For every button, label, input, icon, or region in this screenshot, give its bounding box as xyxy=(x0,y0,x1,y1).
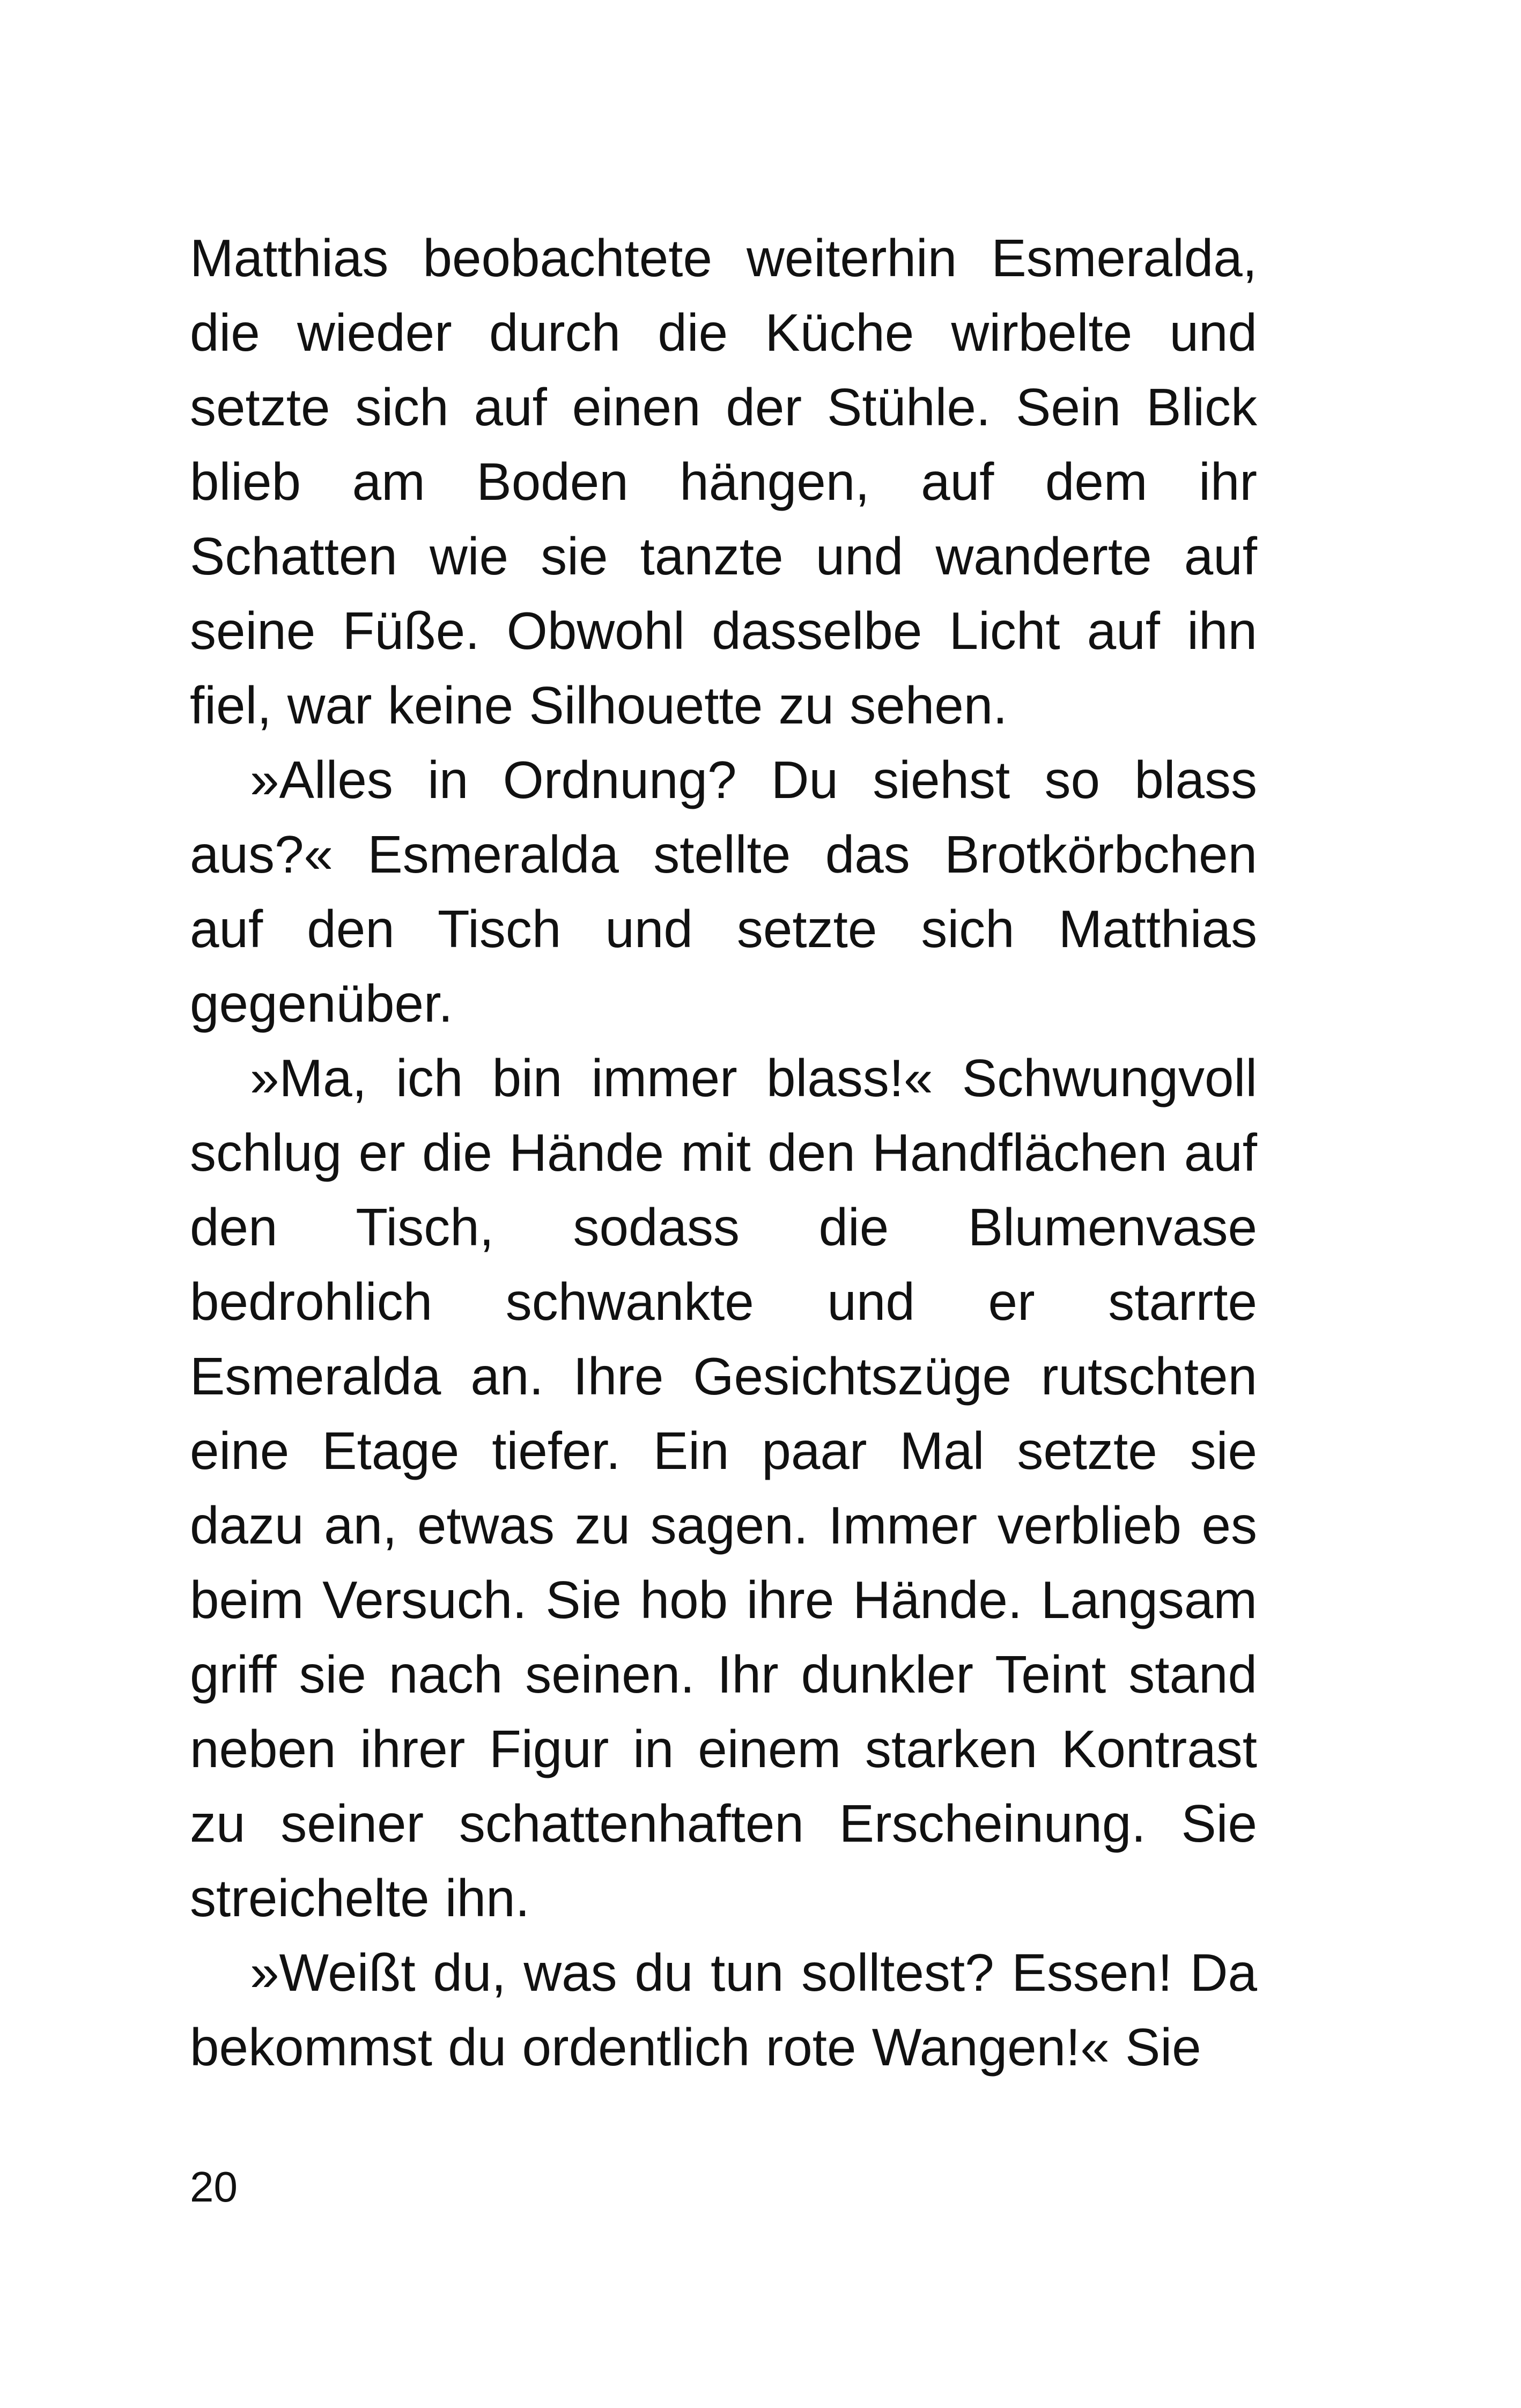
body-text xyxy=(190,221,1257,2085)
paragraph-1: Matthias beobachtete weiterhin Esmeralda, die wieder durch die Küche wirbelte und setzte sich auf einen der Stühle. Sein Blick blieb am Boden hängen, auf dem ihr Schatten wie sie tanzte und wanderte auf seine Füße. Obwohl dasselbe Licht auf ihn fiel, war keine Silhouette zu sehen. xyxy=(190,228,1257,735)
paragraph-4: »Weißt du, was du tun solltest? Essen! Da bekommst du ordentlich rote Wangen!« Sie xyxy=(190,1943,1257,2077)
paragraph-3: »Ma, ich bin immer blass!« Schwungvoll schlug er die Hände mit den Handflächen auf den Tisch, sodass die Blumenvase bedrohlich schwankte und er starrte Esmeralda an. Ihre Gesichtszüge rutschten eine Etage tiefer. Ein paar Mal setzte sie dazu an, etwas zu sagen. Immer verblieb es beim Versuch. Sie hob ihre Hände. Langsam griff sie nach seinen. Ihr dunkler Teint stand neben ihrer Figur in einem starken Kontrast zu seiner schattenhaften Erscheinung. Sie streichelte ihn. xyxy=(190,1048,1257,1927)
paragraph-2: »Alles in Ordnung? Du siehst so blass aus?« Esmeralda stellte das Brotkörbchen auf den Tisch und setzte sich Matthias gegenüber. xyxy=(190,750,1257,1033)
page-number: 20 xyxy=(190,2163,238,2211)
